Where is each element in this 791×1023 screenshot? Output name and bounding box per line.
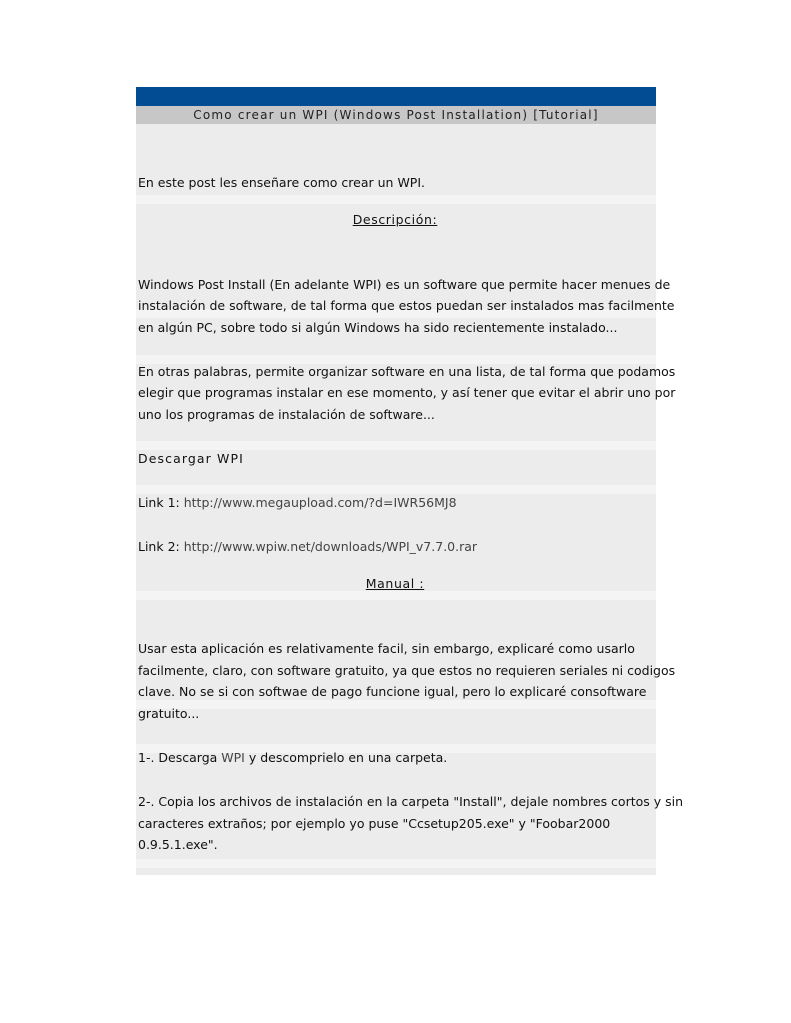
manual-line: gratuito... xyxy=(138,706,200,721)
intro-text: En este post les enseñare como crear un WPI. xyxy=(138,175,425,190)
other-words-line: uno los programas de instalación de software... xyxy=(138,407,435,422)
header-bar xyxy=(136,87,656,106)
download-link-2 xyxy=(138,539,656,555)
description-line: en algún PC, sobre todo si algún Windows ha sido recientemente instalado... xyxy=(138,320,618,335)
wpi-link[interactable]: WPI xyxy=(221,750,245,765)
manual-heading: Manual : xyxy=(365,576,425,591)
megaupload-link[interactable]: http://www.megaupload.com/?d=IWR56MJ8 xyxy=(183,495,457,510)
wpiw-link[interactable]: http://www.wpiw.net/downloads/WPI_v7.7.0.rar xyxy=(183,539,478,554)
row-separator xyxy=(136,485,656,494)
step-2-line: 0.9.5.1.exe". xyxy=(138,837,218,852)
link-label: Link 2: xyxy=(138,539,184,554)
download-heading: Descargar WPI xyxy=(138,451,244,466)
step-2-line: 2-. Copia los archivos de instalación en la carpeta "Install", dejale nombres cortos y sin xyxy=(138,794,684,809)
row-separator xyxy=(136,441,656,450)
row-separator xyxy=(136,591,656,600)
row-separator xyxy=(136,355,656,364)
row-separator xyxy=(136,195,656,204)
post-title: Como crear un WPI (Windows Post Installation) [Tutorial] xyxy=(136,106,656,124)
manual-line: facilmente, claro, con software gratuito, ya que estos no requieren seriales ni codigos xyxy=(138,663,676,678)
description-line: Windows Post Install (En adelante WPI) es un software que permite hacer menues de xyxy=(138,277,671,292)
step-1 xyxy=(138,750,656,766)
manual-line: clave. No se si con softwae de pago funcione igual, pero lo explicaré consoftware xyxy=(138,684,647,699)
download-link-1 xyxy=(138,495,656,511)
step-1-text: y descomprielo en una carpeta. xyxy=(244,750,448,765)
post-container xyxy=(136,87,684,875)
description-line: instalación de software, de tal forma que estos puedan ser instalados mas facilmente xyxy=(138,298,675,313)
manual-line: Usar esta aplicación es relativamente facil, sin embargo, explicaré como usarlo xyxy=(138,641,635,656)
step-1-text: 1-. Descarga xyxy=(138,750,222,765)
description-heading: Descripción: xyxy=(352,212,438,227)
row-separator xyxy=(136,859,656,868)
step-2-line: caracteres extraños; por ejemplo yo puse "Ccsetup205.exe" y "Foobar2000 xyxy=(138,816,611,831)
other-words-line: elegir que programas instalar en ese momento, y así tener que evitar el abrir uno por xyxy=(138,385,676,400)
link-label: Link 1: xyxy=(138,495,184,510)
other-words-line: En otras palabras, permite organizar software en una lista, de tal forma que podamos xyxy=(138,364,676,379)
